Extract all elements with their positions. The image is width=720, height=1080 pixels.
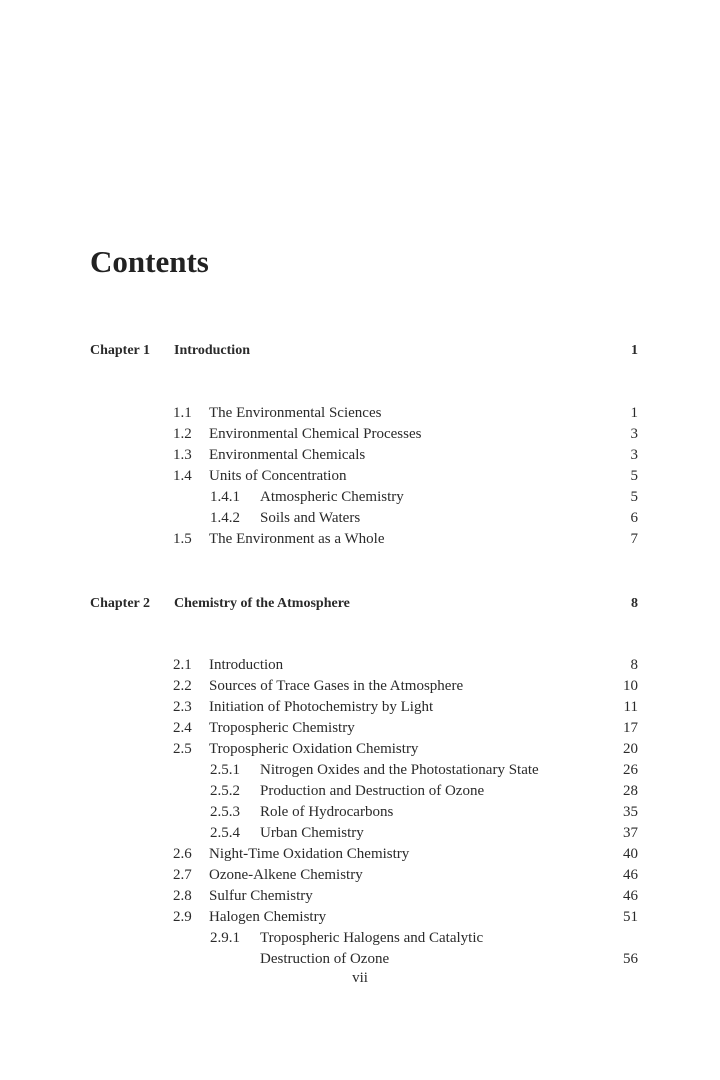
entry-page: 20	[623, 741, 638, 757]
page-number: vii	[352, 970, 368, 986]
page-title: Contents	[90, 244, 209, 279]
entry-page: 8	[630, 657, 638, 673]
section-list-2	[173, 655, 638, 970]
toc-subentry	[173, 802, 638, 823]
entry-number: 2.5.2	[210, 783, 240, 799]
entry-number: 2.5.4	[210, 825, 240, 841]
entry-title: Night-Time Oxidation Chemistry	[209, 846, 410, 862]
entry-number: 1.4.1	[210, 489, 240, 505]
entry-title: Production and Destruction of Ozone	[260, 783, 485, 799]
entry-page: 56	[623, 951, 638, 967]
entry-number: 1.4.2	[210, 510, 240, 526]
entry-number: 2.5	[173, 741, 192, 757]
chapter-page: 1	[631, 343, 638, 358]
entry-number: 1.4	[173, 468, 192, 484]
entry-title: The Environmental Sciences	[209, 405, 382, 421]
chapter-label: Chapter 1	[90, 343, 151, 358]
entry-number: 2.5.1	[210, 762, 240, 778]
entry-page: 51	[623, 909, 638, 925]
toc-entry	[173, 697, 638, 718]
entry-page: 5	[630, 468, 638, 484]
toc-subentry	[173, 781, 638, 802]
entry-page: 17	[623, 720, 638, 736]
toc-entry	[173, 886, 638, 907]
toc-entry	[173, 466, 638, 487]
entry-title: Sources of Trace Gases in the Atmosphere	[209, 678, 464, 694]
toc-subentry-continuation	[173, 949, 638, 970]
chapter-page: 8	[631, 596, 638, 611]
toc-entry	[173, 907, 638, 928]
section-list-1	[173, 403, 638, 550]
entry-page: 11	[623, 699, 638, 715]
entry-page: 6	[630, 510, 638, 526]
toc-entry	[173, 718, 638, 739]
entry-title: Environmental Chemicals	[209, 447, 366, 463]
entry-title: Soils and Waters	[260, 510, 361, 526]
entry-page: 5	[630, 489, 638, 505]
entry-title: Sulfur Chemistry	[209, 888, 313, 904]
entry-title: Initiation of Photochemistry by Light	[209, 699, 434, 715]
entry-title: Destruction of Ozone	[260, 951, 390, 967]
entry-page: 3	[630, 447, 638, 463]
entry-number: 1.1	[173, 405, 192, 421]
toc-entry	[173, 424, 638, 445]
entry-number: 2.9.1	[210, 930, 240, 946]
toc-entry	[173, 676, 638, 697]
entry-title: Role of Hydrocarbons	[260, 804, 394, 820]
entry-page: 10	[623, 678, 638, 694]
entry-title: Halogen Chemistry	[209, 909, 327, 925]
toc-subentry	[173, 760, 638, 781]
entry-page: 7	[630, 531, 638, 547]
entry-title: Atmospheric Chemistry	[260, 489, 404, 505]
toc-subentry	[173, 487, 638, 508]
entry-title: Environmental Chemical Processes	[209, 426, 422, 442]
entry-title: Nitrogen Oxides and the Photostationary State	[260, 762, 539, 778]
entry-title: The Environment as a Whole	[209, 531, 385, 547]
entry-page: 37	[623, 825, 638, 841]
entry-number: 2.2	[173, 678, 192, 694]
entry-number: 1.2	[173, 426, 192, 442]
chapter-title: Chemistry of the Atmosphere	[174, 596, 350, 611]
entry-title: Tropospheric Chemistry	[209, 720, 355, 736]
toc-entry	[173, 655, 638, 676]
entry-page: 46	[623, 888, 638, 904]
entry-title: Tropospheric Halogens and Catalytic	[260, 930, 484, 946]
entry-page: 40	[623, 846, 638, 862]
entry-number: 2.4	[173, 720, 192, 736]
entry-number: 2.6	[173, 846, 192, 862]
toc-subentry	[173, 928, 638, 949]
chapter-title: Introduction	[174, 343, 250, 358]
entry-title: Units of Concentration	[209, 468, 347, 484]
entry-page: 28	[623, 783, 638, 799]
entry-title: Introduction	[209, 657, 284, 673]
entry-title: Urban Chemistry	[260, 825, 364, 841]
entry-number: 1.3	[173, 447, 192, 463]
entry-page: 1	[630, 405, 638, 421]
entry-number: 2.7	[173, 867, 192, 883]
entry-title: Ozone-Alkene Chemistry	[209, 867, 363, 883]
entry-number: 2.9	[173, 909, 192, 925]
entry-number: 1.5	[173, 531, 192, 547]
entry-page: 35	[623, 804, 638, 820]
entry-number: 2.3	[173, 699, 192, 715]
toc-entry	[173, 445, 638, 466]
chapter-label: Chapter 2	[90, 596, 151, 611]
entry-number: 2.8	[173, 888, 192, 904]
toc-entry	[173, 403, 638, 424]
toc-subentry	[173, 823, 638, 844]
toc-entry	[173, 529, 638, 550]
toc-subentry	[173, 508, 638, 529]
entry-number: 2.5.3	[210, 804, 240, 820]
entry-page: 46	[623, 867, 638, 883]
toc-entry	[173, 739, 638, 760]
entry-page: 3	[630, 426, 638, 442]
entry-number: 2.1	[173, 657, 192, 673]
entry-title: Tropospheric Oxidation Chemistry	[209, 741, 419, 757]
toc-entry	[173, 844, 638, 865]
toc-entry	[173, 865, 638, 886]
entry-page: 26	[623, 762, 638, 778]
